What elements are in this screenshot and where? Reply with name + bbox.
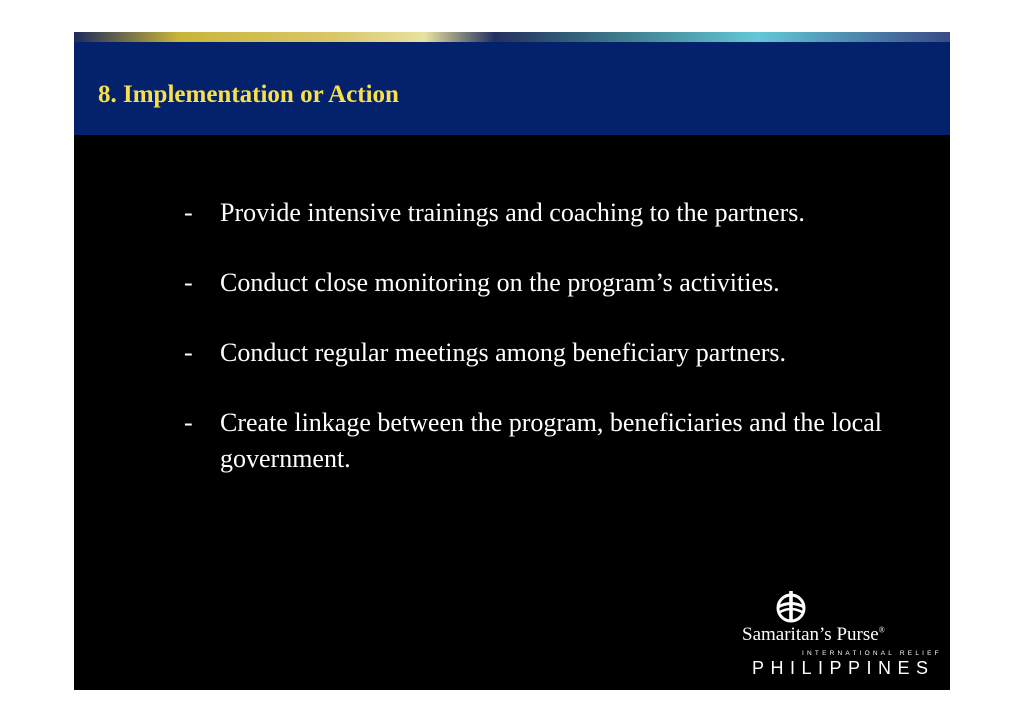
bullet-marker: - bbox=[184, 408, 193, 437]
registered-mark: ® bbox=[878, 625, 885, 635]
title-bar bbox=[74, 42, 950, 135]
bullet-marker: - bbox=[184, 198, 193, 227]
bullet-marker: - bbox=[184, 338, 193, 367]
bullet-text: Conduct regular meetings among beneficiary partners. bbox=[220, 338, 787, 367]
bullet-item bbox=[184, 265, 884, 301]
samaritans-purse-emblem-icon bbox=[774, 590, 808, 624]
logo-name: Samaritan’s Purse bbox=[742, 624, 879, 645]
logo-subtitle: INTERNATIONAL RELIEF bbox=[802, 650, 942, 657]
decorative-stripe bbox=[74, 32, 950, 42]
bullet-list bbox=[184, 195, 884, 511]
bullet-item bbox=[184, 335, 884, 371]
logo-country: PHILIPPINES bbox=[752, 658, 935, 678]
bullet-item bbox=[184, 405, 884, 477]
bullet-text: Create linkage between the program, beneficiaries and the local government. bbox=[220, 408, 882, 473]
bullet-text: Conduct close monitoring on the program’s activities. bbox=[220, 268, 780, 297]
slide bbox=[74, 32, 950, 690]
bullet-text: Provide intensive trainings and coaching to the partners. bbox=[220, 198, 805, 227]
bullet-marker: - bbox=[184, 268, 193, 297]
samaritans-purse-logo bbox=[742, 590, 942, 678]
bullet-item bbox=[184, 195, 884, 231]
slide-title: 8. Implementation or Action bbox=[98, 81, 399, 108]
